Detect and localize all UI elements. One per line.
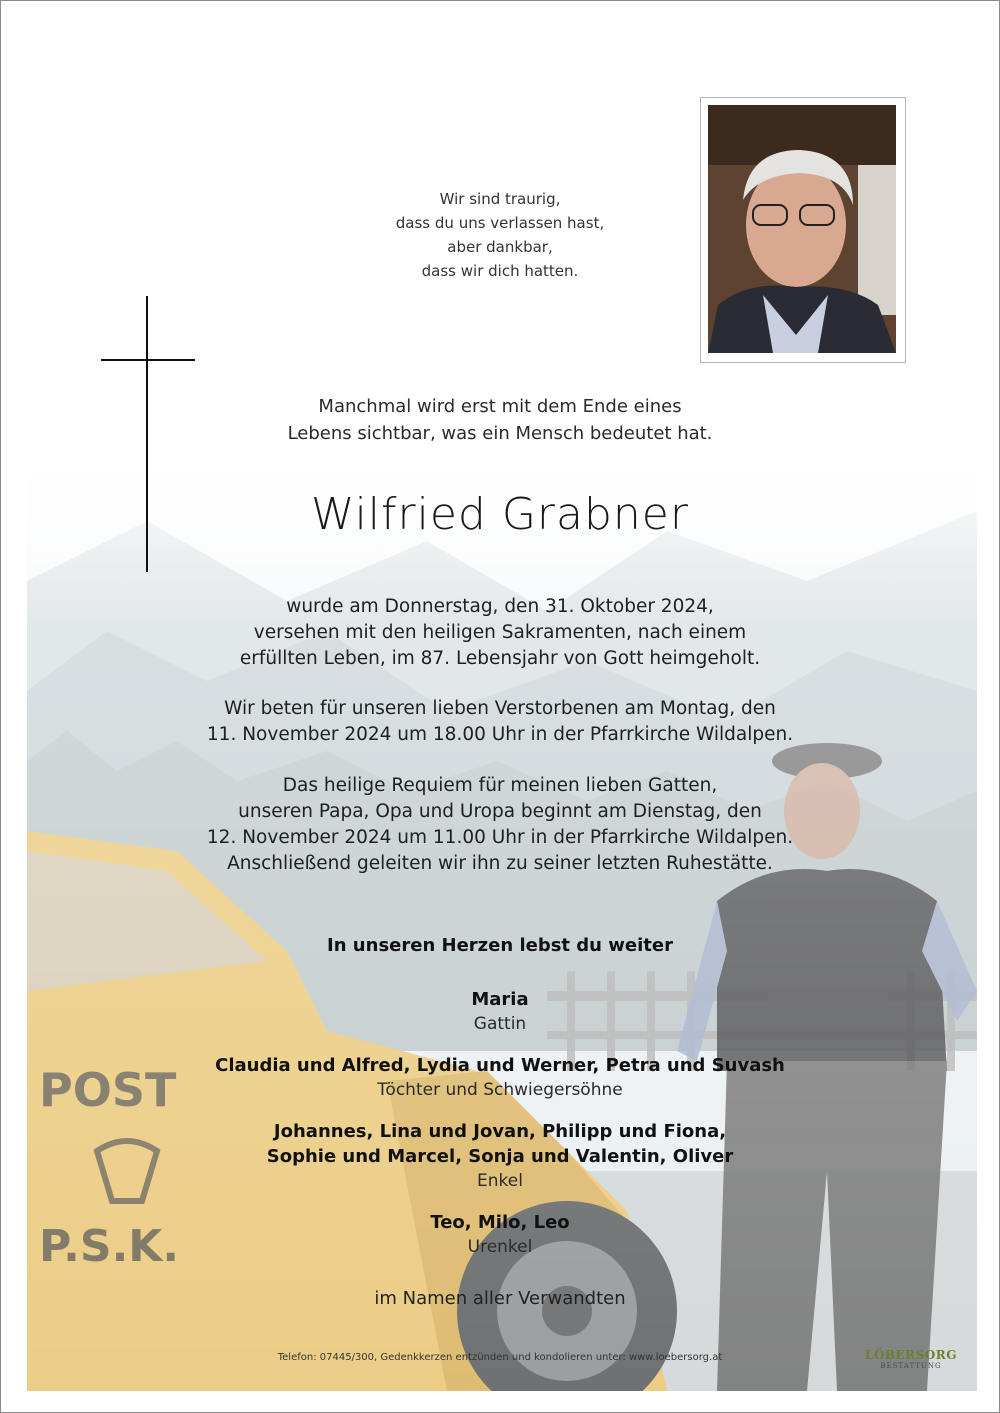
mourner-group-spouse: Maria Gattin xyxy=(471,989,529,1034)
heart-line: In unseren Herzen lebst du weiter xyxy=(327,935,673,956)
contact-footer: Telefon: 07445/300, Gedenkkerzen entzünden und kondolieren unter: www.loebersorg.at xyxy=(277,1352,723,1363)
funeral-home-logo: LÖBERSORG BESTATTUNG xyxy=(865,1348,957,1370)
mourner-group-grandchildren: Johannes, Lina und Jovan, Philipp und Fiona, Sophie und Marcel, Sonja und Valentin, Oliver Enkel xyxy=(266,1121,734,1191)
mourner-group-daughters: Claudia und Alfred, Lydia und Werner, Petra und Suvash Töchter und Schwiegersöhne xyxy=(215,1055,785,1100)
relatives-line: im Namen aller Verwandten xyxy=(374,1288,626,1309)
poem: Wir sind traurig, dass du uns verlassen hast, aber dankbar, dass wir dich hatten. xyxy=(395,190,605,280)
prayer-announcement: Wir beten für unseren lieben Verstorbenen am Montag, den 11. November 2024 um 18.00 Uhr in der Pfarrkirche Wildalpen. xyxy=(206,698,794,745)
cross-horizontal xyxy=(101,359,195,361)
quote: Manchmal wird erst mit dem Ende eines Lebens sichtbar, was ein Mensch bedeutet hat. xyxy=(287,396,713,444)
death-announcement: wurde am Donnerstag, den 31. Oktober 2024, versehen mit den heiligen Sakramenten, nach einem erfüllten Leben, im 87. Lebensjahr von Gott heimgeholt. xyxy=(239,596,761,669)
mourner-group-great-grandchildren: Teo, Milo, Leo Urenkel xyxy=(430,1212,570,1257)
requiem-announcement: Das heilige Requiem für meinen lieben Gatten, unseren Papa, Opa und Uropa beginnt am Dienstag, den 12. November 2024 um 11.00 Uhr in der Pfarrkirche Wildalpen. Anschließend geleiten wir ihn zu seiner letzten Ruhestätte. xyxy=(206,775,794,874)
deceased-name: Wilfried Grabner xyxy=(311,489,689,540)
